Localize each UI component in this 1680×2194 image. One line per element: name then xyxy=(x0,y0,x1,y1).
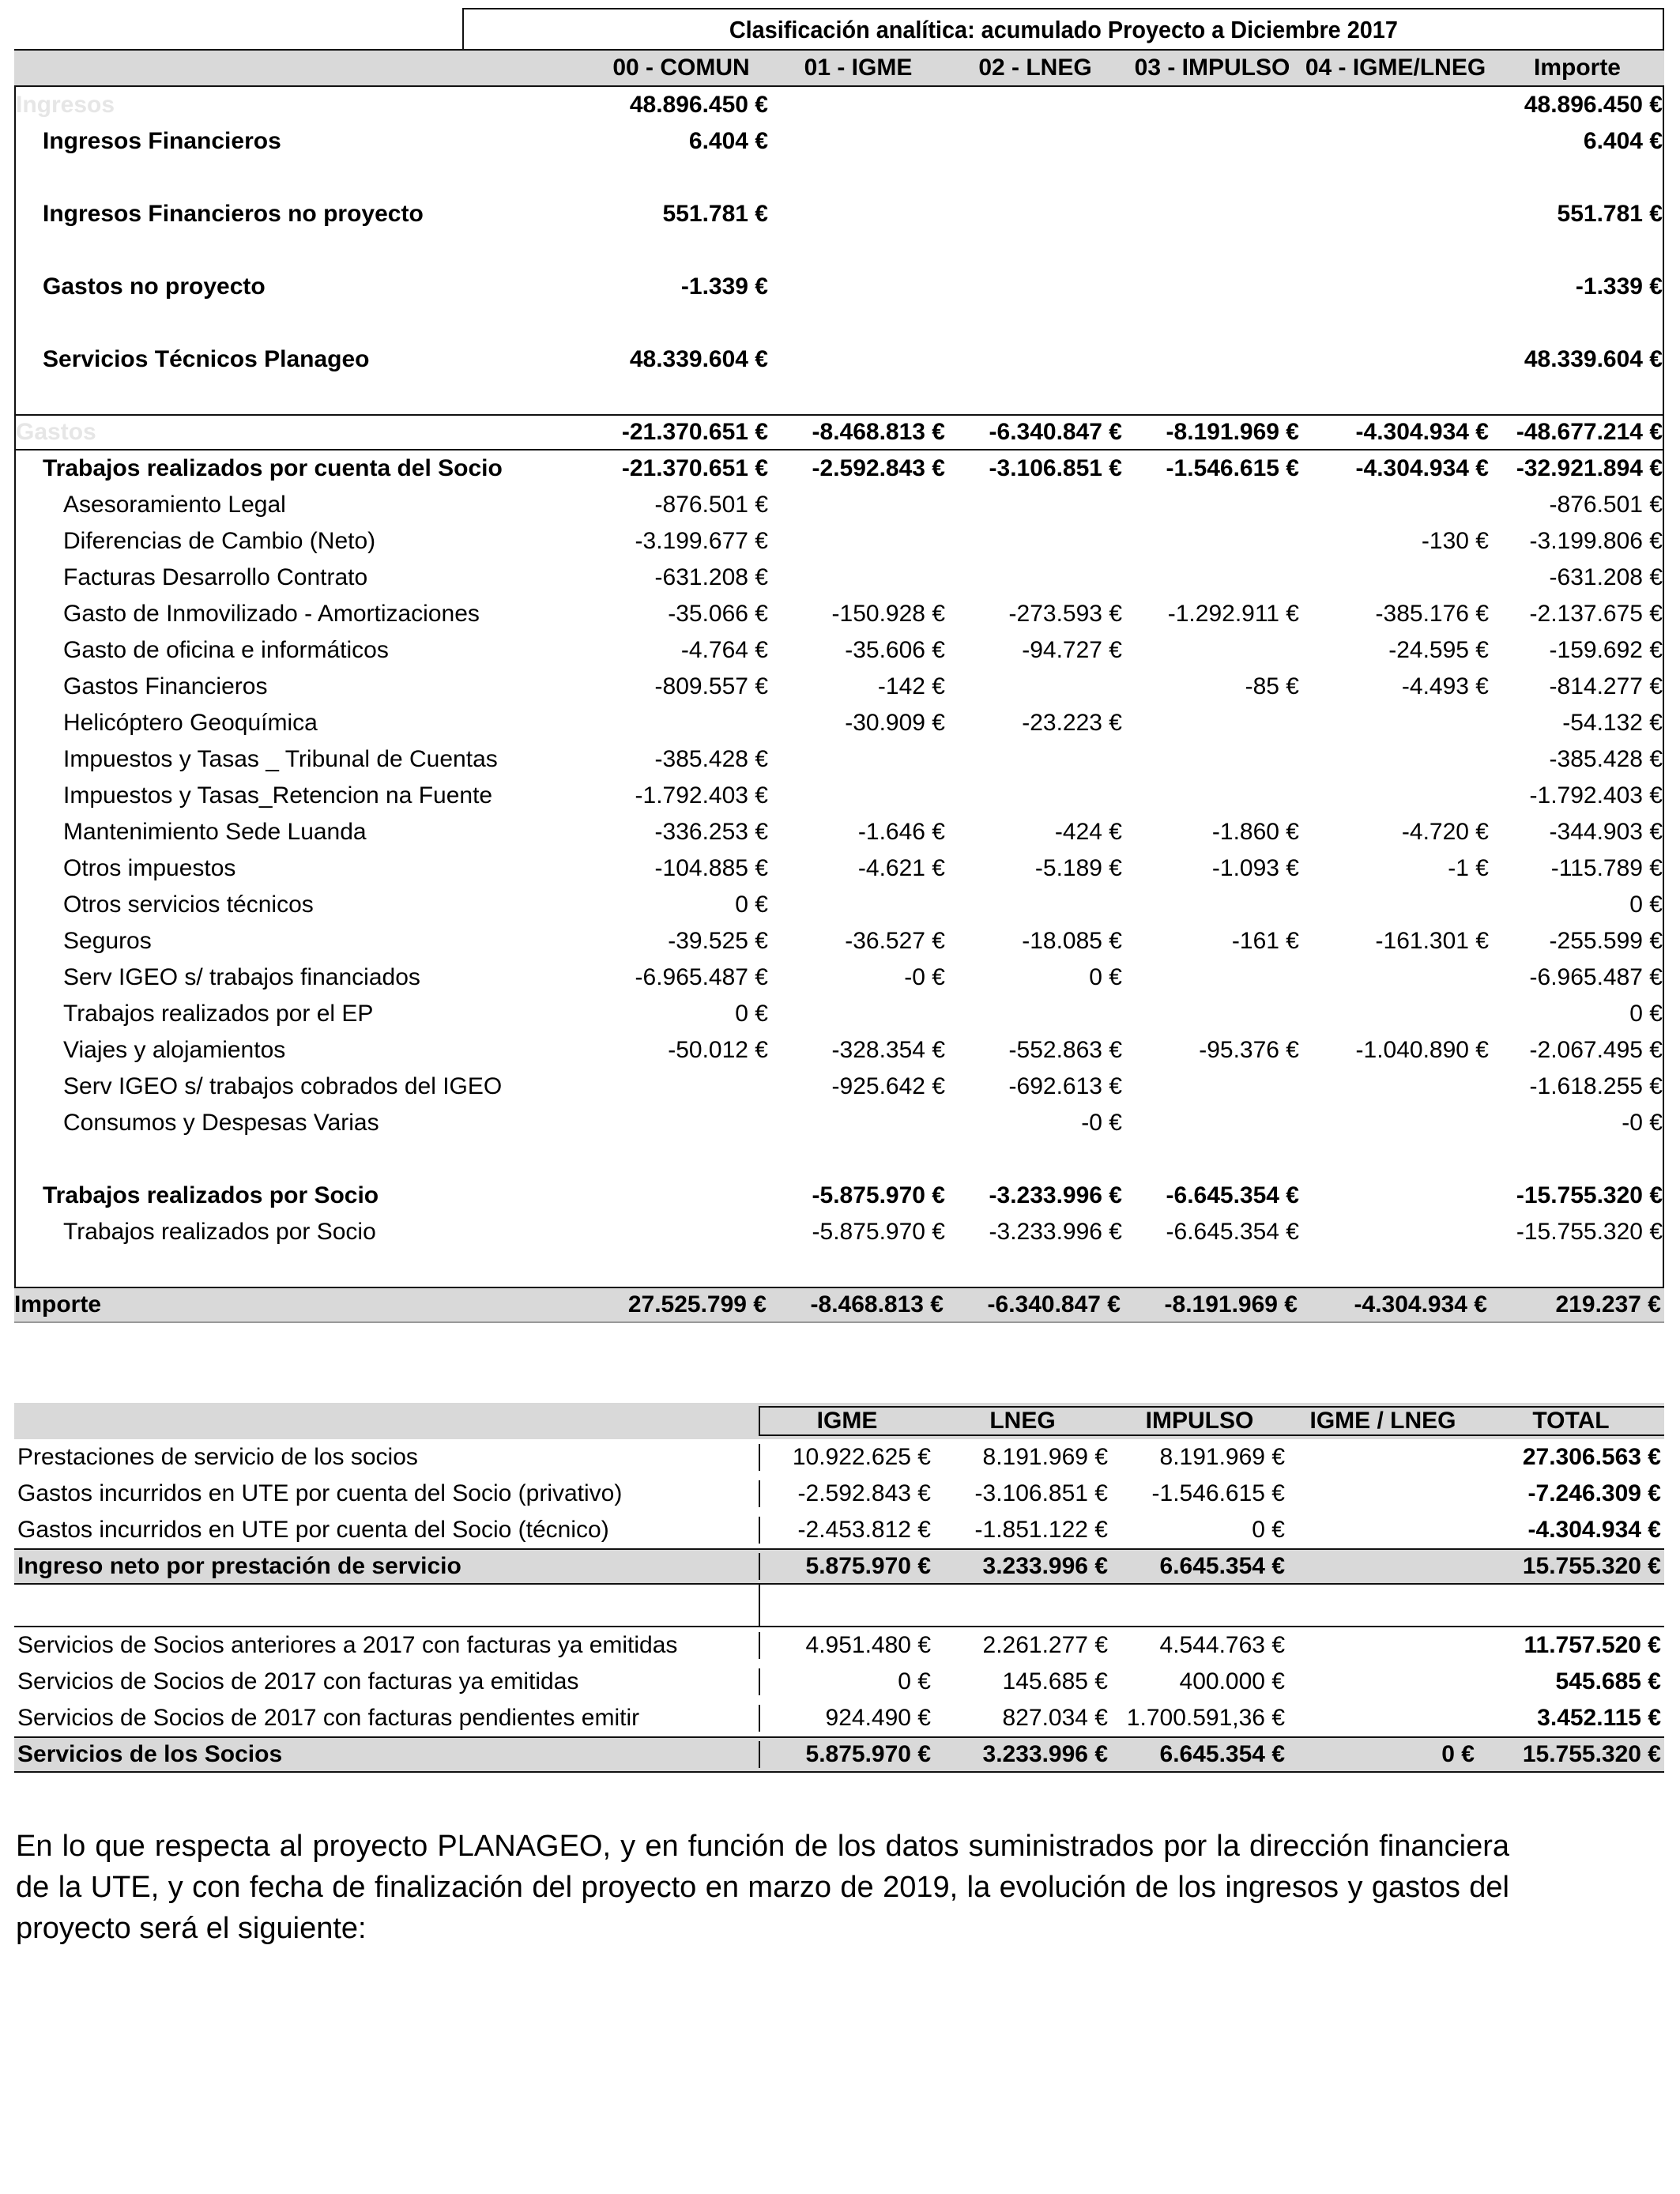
row-label: Servicios de Socios de 2017 con facturas ya emitidas xyxy=(17,1668,579,1695)
cell: 10.922.625 € xyxy=(759,1444,934,1471)
cell: 48.339.604 € xyxy=(629,346,768,372)
cell: -4.493 € xyxy=(1401,673,1489,699)
cell: -4.304.934 € xyxy=(1354,1291,1487,1318)
cell: 0 € xyxy=(1252,1517,1285,1543)
cell: 15.755.320 € xyxy=(1522,1553,1661,1579)
cell: -159.692 € xyxy=(1549,637,1663,663)
table-row xyxy=(16,632,1663,669)
table-row xyxy=(16,669,1663,705)
cell: 219.237 € xyxy=(1555,1291,1661,1318)
cell: -385.428 € xyxy=(1549,746,1663,772)
cell: 924.490 € xyxy=(759,1705,934,1732)
ingreso-neto-row xyxy=(14,1548,1664,1585)
cell: -5.875.970 € xyxy=(812,1219,945,1245)
cell: -631.208 € xyxy=(654,564,768,590)
cell: 5.875.970 € xyxy=(759,1741,934,1768)
cell: -6.645.354 € xyxy=(1166,1219,1299,1245)
row-gap xyxy=(16,160,1663,196)
header-cell-impulso: IMPULSO xyxy=(1111,1406,1288,1436)
cell: -2.592.843 € xyxy=(812,455,945,481)
table-row xyxy=(16,741,1663,778)
cell: -1.292.911 € xyxy=(1167,601,1299,627)
cell: -18.085 € xyxy=(1022,928,1122,954)
cell: -94.727 € xyxy=(1022,637,1122,663)
row-label: Gastos incurridos en UTE por cuenta del Socio (técnico) xyxy=(17,1517,609,1543)
cell: -1.339 € xyxy=(680,273,768,300)
row-label: Importe xyxy=(14,1291,102,1318)
cell: -876.501 € xyxy=(1549,492,1663,518)
cell: -4.304.934 € xyxy=(1527,1517,1661,1543)
cell: 1.700.591,36 € xyxy=(1126,1705,1285,1731)
cell: -0 € xyxy=(1622,1110,1663,1136)
cell: 4.951.480 € xyxy=(759,1632,934,1659)
cell: -4.304.934 € xyxy=(1355,455,1489,481)
cell: 400.000 € xyxy=(1179,1668,1285,1695)
cell: 551.781 € xyxy=(662,201,768,227)
cell: -344.903 € xyxy=(1549,819,1663,845)
cell: -6.340.847 € xyxy=(989,419,1122,445)
row-label: Facturas Desarrollo Contrato xyxy=(63,564,368,590)
cell: -0 € xyxy=(904,964,945,990)
row-label: Gastos xyxy=(16,419,96,445)
cell: -552.863 € xyxy=(1008,1037,1122,1063)
cell: -161 € xyxy=(1231,928,1299,954)
cell: -50.012 € xyxy=(668,1037,768,1063)
table2-rows-a xyxy=(14,1439,1664,1548)
row-label: Gastos Financieros xyxy=(63,673,268,699)
cell: -2.137.675 € xyxy=(1529,601,1663,627)
row-label: Trabajos realizados por Socio xyxy=(63,1219,376,1245)
cell: -142 € xyxy=(877,673,945,699)
spacer-row xyxy=(14,1585,1664,1626)
cell: 6.645.354 € xyxy=(1159,1553,1285,1579)
cell: -1.792.403 € xyxy=(635,782,768,809)
cell: -1.093 € xyxy=(1211,855,1299,881)
table-row xyxy=(14,1627,1664,1664)
cell: 3.233.996 € xyxy=(982,1741,1108,1767)
cell: -3.233.996 € xyxy=(989,1219,1122,1245)
cell: -115.789 € xyxy=(1550,855,1663,881)
table-row xyxy=(16,1032,1663,1069)
cell: -95.376 € xyxy=(1199,1037,1299,1063)
cell: -3.199.677 € xyxy=(635,528,768,554)
gastos-section xyxy=(14,414,1664,1287)
cell: 0 € xyxy=(1089,964,1122,990)
ingresos-total-row xyxy=(16,87,1663,123)
cell: -3.199.806 € xyxy=(1529,528,1663,554)
cell: -385.176 € xyxy=(1375,601,1489,627)
table-row xyxy=(16,778,1663,814)
row-label: Asesoramiento Legal xyxy=(63,492,286,518)
analytic-classification-table xyxy=(14,8,1664,1323)
table-row xyxy=(16,850,1663,887)
row-label: Servicios de los Socios xyxy=(17,1741,283,1767)
row-label: Servicios Técnicos Planageo xyxy=(43,346,370,372)
cell: -4.304.934 € xyxy=(1355,419,1489,445)
row-label: Ingresos Financieros xyxy=(43,128,281,154)
servicios-socios-row xyxy=(14,1736,1664,1773)
header-cell-igme-lneg: 04 - IGME/LNEG xyxy=(1305,55,1486,81)
table2-header-row xyxy=(14,1403,1664,1439)
cell: -1.860 € xyxy=(1211,819,1299,845)
table-row xyxy=(16,1105,1663,1141)
table-title: Clasificación analítica: acumulado Proyecto a Diciembre 2017 xyxy=(462,8,1664,49)
row-label: Gastos incurridos en UTE por cuenta del Socio (privativo) xyxy=(17,1480,623,1506)
table-row xyxy=(16,269,1663,305)
cell: -6.965.487 € xyxy=(1529,964,1663,990)
cell: 0 € xyxy=(759,1668,934,1695)
cell: -385.428 € xyxy=(654,746,768,772)
cell: 48.896.450 € xyxy=(629,92,768,118)
table-row xyxy=(16,123,1663,160)
cell: -1.546.615 € xyxy=(1166,455,1299,481)
cell: -273.593 € xyxy=(1008,601,1122,627)
table-row xyxy=(16,705,1663,741)
table-row xyxy=(14,1664,1664,1700)
table-header-row xyxy=(14,49,1664,87)
cell: -32.921.894 € xyxy=(1516,455,1663,481)
cell: -1.339 € xyxy=(1575,273,1663,300)
cell: 48.339.604 € xyxy=(1524,346,1663,372)
header-cell-comun: 00 - COMUN xyxy=(612,55,750,81)
cell: -8.191.969 € xyxy=(1164,1291,1298,1318)
cell: -814.277 € xyxy=(1549,673,1663,699)
cell: -161.301 € xyxy=(1375,928,1489,954)
ingresos-section xyxy=(14,87,1664,414)
trabajos-cuenta-socio-row xyxy=(16,450,1663,487)
trabajos-socio-detail-row xyxy=(16,1214,1663,1250)
table-row xyxy=(16,523,1663,560)
detail-rows xyxy=(16,487,1663,1141)
header-cell-total: TOTAL xyxy=(1478,1406,1664,1436)
cell: 27.525.799 € xyxy=(627,1291,767,1318)
cell: 3.233.996 € xyxy=(982,1553,1108,1579)
header-cell-igme: 01 - IGME xyxy=(804,55,913,81)
cell: 11.757.520 € xyxy=(1524,1632,1661,1658)
cell: -36.527 € xyxy=(845,928,945,954)
importe-total-row xyxy=(14,1287,1664,1323)
table-row xyxy=(16,996,1663,1032)
cell: -876.501 € xyxy=(654,492,768,518)
cell: -35.066 € xyxy=(668,601,768,627)
cell: -8.468.813 € xyxy=(810,1291,944,1318)
cell: -6.340.847 € xyxy=(987,1291,1121,1318)
row-label: Gasto de oficina e informáticos xyxy=(63,637,389,663)
row-gap xyxy=(16,305,1663,341)
cell: -39.525 € xyxy=(668,928,768,954)
cell: -3.106.851 € xyxy=(989,455,1122,481)
table-row xyxy=(16,1069,1663,1105)
row-label: Mantenimiento Sede Luanda xyxy=(63,819,367,845)
cell: 4.544.763 € xyxy=(1159,1632,1285,1658)
cell: 8.191.969 € xyxy=(982,1444,1108,1470)
row-label: Helicóptero Geoquímica xyxy=(63,710,318,736)
table-row xyxy=(14,1512,1664,1548)
row-gap xyxy=(16,1250,1663,1287)
table-row xyxy=(16,341,1663,378)
cell: -104.885 € xyxy=(654,855,768,881)
cell: -255.599 € xyxy=(1549,928,1663,954)
table2-rows-b xyxy=(14,1627,1664,1736)
cell: -336.253 € xyxy=(654,819,768,845)
row-label: Gastos no proyecto xyxy=(43,273,266,300)
cell: -8.468.813 € xyxy=(812,419,945,445)
row-label: Trabajos realizados por el EP xyxy=(63,1001,374,1027)
row-label: Gasto de Inmovilizado - Amortizaciones xyxy=(63,601,480,627)
cell: -30.909 € xyxy=(845,710,945,736)
cell: -150.928 € xyxy=(831,601,945,627)
cell: -424 € xyxy=(1054,819,1122,845)
table-row xyxy=(16,887,1663,923)
header-cell-igme: IGME xyxy=(759,1406,934,1436)
cell: 145.685 € xyxy=(1002,1668,1108,1695)
trabajos-socio-row xyxy=(16,1178,1663,1214)
cell: -35.606 € xyxy=(845,637,945,663)
table-row xyxy=(16,959,1663,996)
row-label: Ingresos xyxy=(16,92,115,118)
partners-services-table xyxy=(14,1403,1664,1773)
spacer-cell xyxy=(759,1585,934,1626)
cell: -692.613 € xyxy=(1008,1073,1122,1099)
table-row xyxy=(14,1700,1664,1736)
cell: -1.851.122 € xyxy=(974,1517,1108,1543)
cell: -5.875.970 € xyxy=(812,1182,945,1208)
cell: 48.896.450 € xyxy=(1524,92,1663,118)
cell: 5.875.970 € xyxy=(759,1553,934,1580)
cell: -130 € xyxy=(1421,528,1489,554)
cell: -1.646 € xyxy=(857,819,945,845)
table-row xyxy=(16,487,1663,523)
cell: -925.642 € xyxy=(831,1073,945,1099)
row-label: Servicios de Socios anteriores a 2017 con facturas ya emitidas xyxy=(17,1632,678,1658)
cell: -328.354 € xyxy=(831,1037,945,1063)
cell: -1.618.255 € xyxy=(1529,1073,1663,1099)
row-label: Ingreso neto por prestación de servicio xyxy=(17,1553,461,1579)
body-paragraph: En lo que respecta al proyecto PLANAGEO, y en función de los datos suministrados por la dirección financiera de la UTE, y con fecha de finalización del proyecto en marzo de 2019, la evolución de los ingresos y gastos del proyecto será el siguiente: xyxy=(16,1830,1509,1945)
header-cell-lneg: 02 - LNEG xyxy=(978,55,1092,81)
table-row xyxy=(16,923,1663,959)
row-label: Impuestos y Tasas _ Tribunal de Cuentas xyxy=(63,746,498,772)
row-gap xyxy=(16,378,1663,414)
cell: 0 € xyxy=(1629,892,1663,918)
cell: 6.645.354 € xyxy=(1159,1741,1285,1767)
cell: -3.106.851 € xyxy=(974,1480,1108,1506)
header-cell-igme-lneg: IGME / LNEG xyxy=(1288,1406,1478,1436)
header-cell-importe: Importe xyxy=(1533,55,1621,81)
row-label: Trabajos realizados por cuenta del Socio xyxy=(43,455,503,481)
cell: 2.261.277 € xyxy=(982,1632,1108,1658)
cell: -631.208 € xyxy=(1549,564,1663,590)
row-label: Serv IGEO s/ trabajos financiados xyxy=(63,964,420,990)
cell: -15.755.320 € xyxy=(1516,1219,1663,1245)
row-gap xyxy=(16,232,1663,269)
cell: -48.677.214 € xyxy=(1516,419,1663,445)
row-label: Otros servicios técnicos xyxy=(63,892,314,918)
cell: -15.755.320 € xyxy=(1516,1182,1663,1208)
cell: 827.034 € xyxy=(1002,1705,1108,1731)
table-row xyxy=(16,196,1663,232)
cell: -0 € xyxy=(1081,1110,1122,1136)
cell: -6.645.354 € xyxy=(1166,1182,1299,1208)
cell: 545.685 € xyxy=(1555,1668,1661,1695)
header-cell-lneg: LNEG xyxy=(934,1406,1111,1436)
row-label: Consumos y Despesas Varias xyxy=(63,1110,379,1136)
table-row xyxy=(14,1439,1664,1476)
cell: 6.404 € xyxy=(688,128,768,154)
row-label: Impuestos y Tasas_Retencion na Fuente xyxy=(63,782,493,809)
row-label: Otros impuestos xyxy=(63,855,236,881)
cell: 551.781 € xyxy=(1557,201,1663,227)
cell: 15.755.320 € xyxy=(1522,1741,1661,1767)
row-label: Seguros xyxy=(63,928,152,954)
row-label: Prestaciones de servicio de los socios xyxy=(17,1444,418,1470)
row-label: Servicios de Socios de 2017 con facturas pendientes emitir xyxy=(17,1705,640,1731)
cell: -1.546.615 € xyxy=(1151,1480,1285,1506)
cell: -23.223 € xyxy=(1022,710,1122,736)
cell: -809.557 € xyxy=(654,673,768,699)
cell: -1 € xyxy=(1448,855,1489,881)
cell: -2.453.812 € xyxy=(759,1517,934,1544)
cell: -85 € xyxy=(1245,673,1299,699)
cell: 0 € xyxy=(1441,1741,1475,1767)
cell: 6.404 € xyxy=(1583,128,1663,154)
row-label: Trabajos realizados por Socio xyxy=(43,1182,379,1208)
gastos-total-row xyxy=(16,414,1663,450)
table-row xyxy=(16,814,1663,850)
cell: -1.792.403 € xyxy=(1529,782,1663,809)
cell: 27.306.563 € xyxy=(1522,1444,1661,1470)
cell: 0 € xyxy=(1629,1001,1663,1027)
cell: -4.621 € xyxy=(857,855,945,881)
row-label: Ingresos Financieros no proyecto xyxy=(43,201,424,227)
cell: 0 € xyxy=(735,1001,768,1027)
header-cell-impulso: 03 - IMPULSO xyxy=(1134,55,1290,81)
cell: -21.370.651 € xyxy=(621,455,768,481)
cell: -4.764 € xyxy=(680,637,768,663)
cell: -4.720 € xyxy=(1401,819,1489,845)
cell: -54.132 € xyxy=(1562,710,1663,736)
cell: -3.233.996 € xyxy=(989,1182,1122,1208)
cell: -8.191.969 € xyxy=(1166,419,1299,445)
row-label: Viajes y alojamientos xyxy=(63,1037,286,1063)
cell: -7.246.309 € xyxy=(1527,1480,1661,1506)
cell: -2.067.495 € xyxy=(1529,1037,1663,1063)
cell: -2.592.843 € xyxy=(759,1480,934,1507)
cell: -5.189 € xyxy=(1034,855,1122,881)
cell: -24.595 € xyxy=(1388,637,1489,663)
cell: 8.191.969 € xyxy=(1159,1444,1285,1470)
table-row xyxy=(16,560,1663,596)
row-label: Diferencias de Cambio (Neto) xyxy=(63,528,376,554)
cell: 0 € xyxy=(735,892,768,918)
row-gap xyxy=(16,1141,1663,1178)
row-label: Serv IGEO s/ trabajos cobrados del IGEO xyxy=(63,1073,503,1099)
cell: -21.370.651 € xyxy=(621,419,768,445)
cell: -6.965.487 € xyxy=(635,964,768,990)
cell: -1.040.890 € xyxy=(1355,1037,1489,1063)
table-row xyxy=(16,596,1663,632)
cell: 3.452.115 € xyxy=(1537,1705,1661,1731)
table-row xyxy=(14,1476,1664,1512)
